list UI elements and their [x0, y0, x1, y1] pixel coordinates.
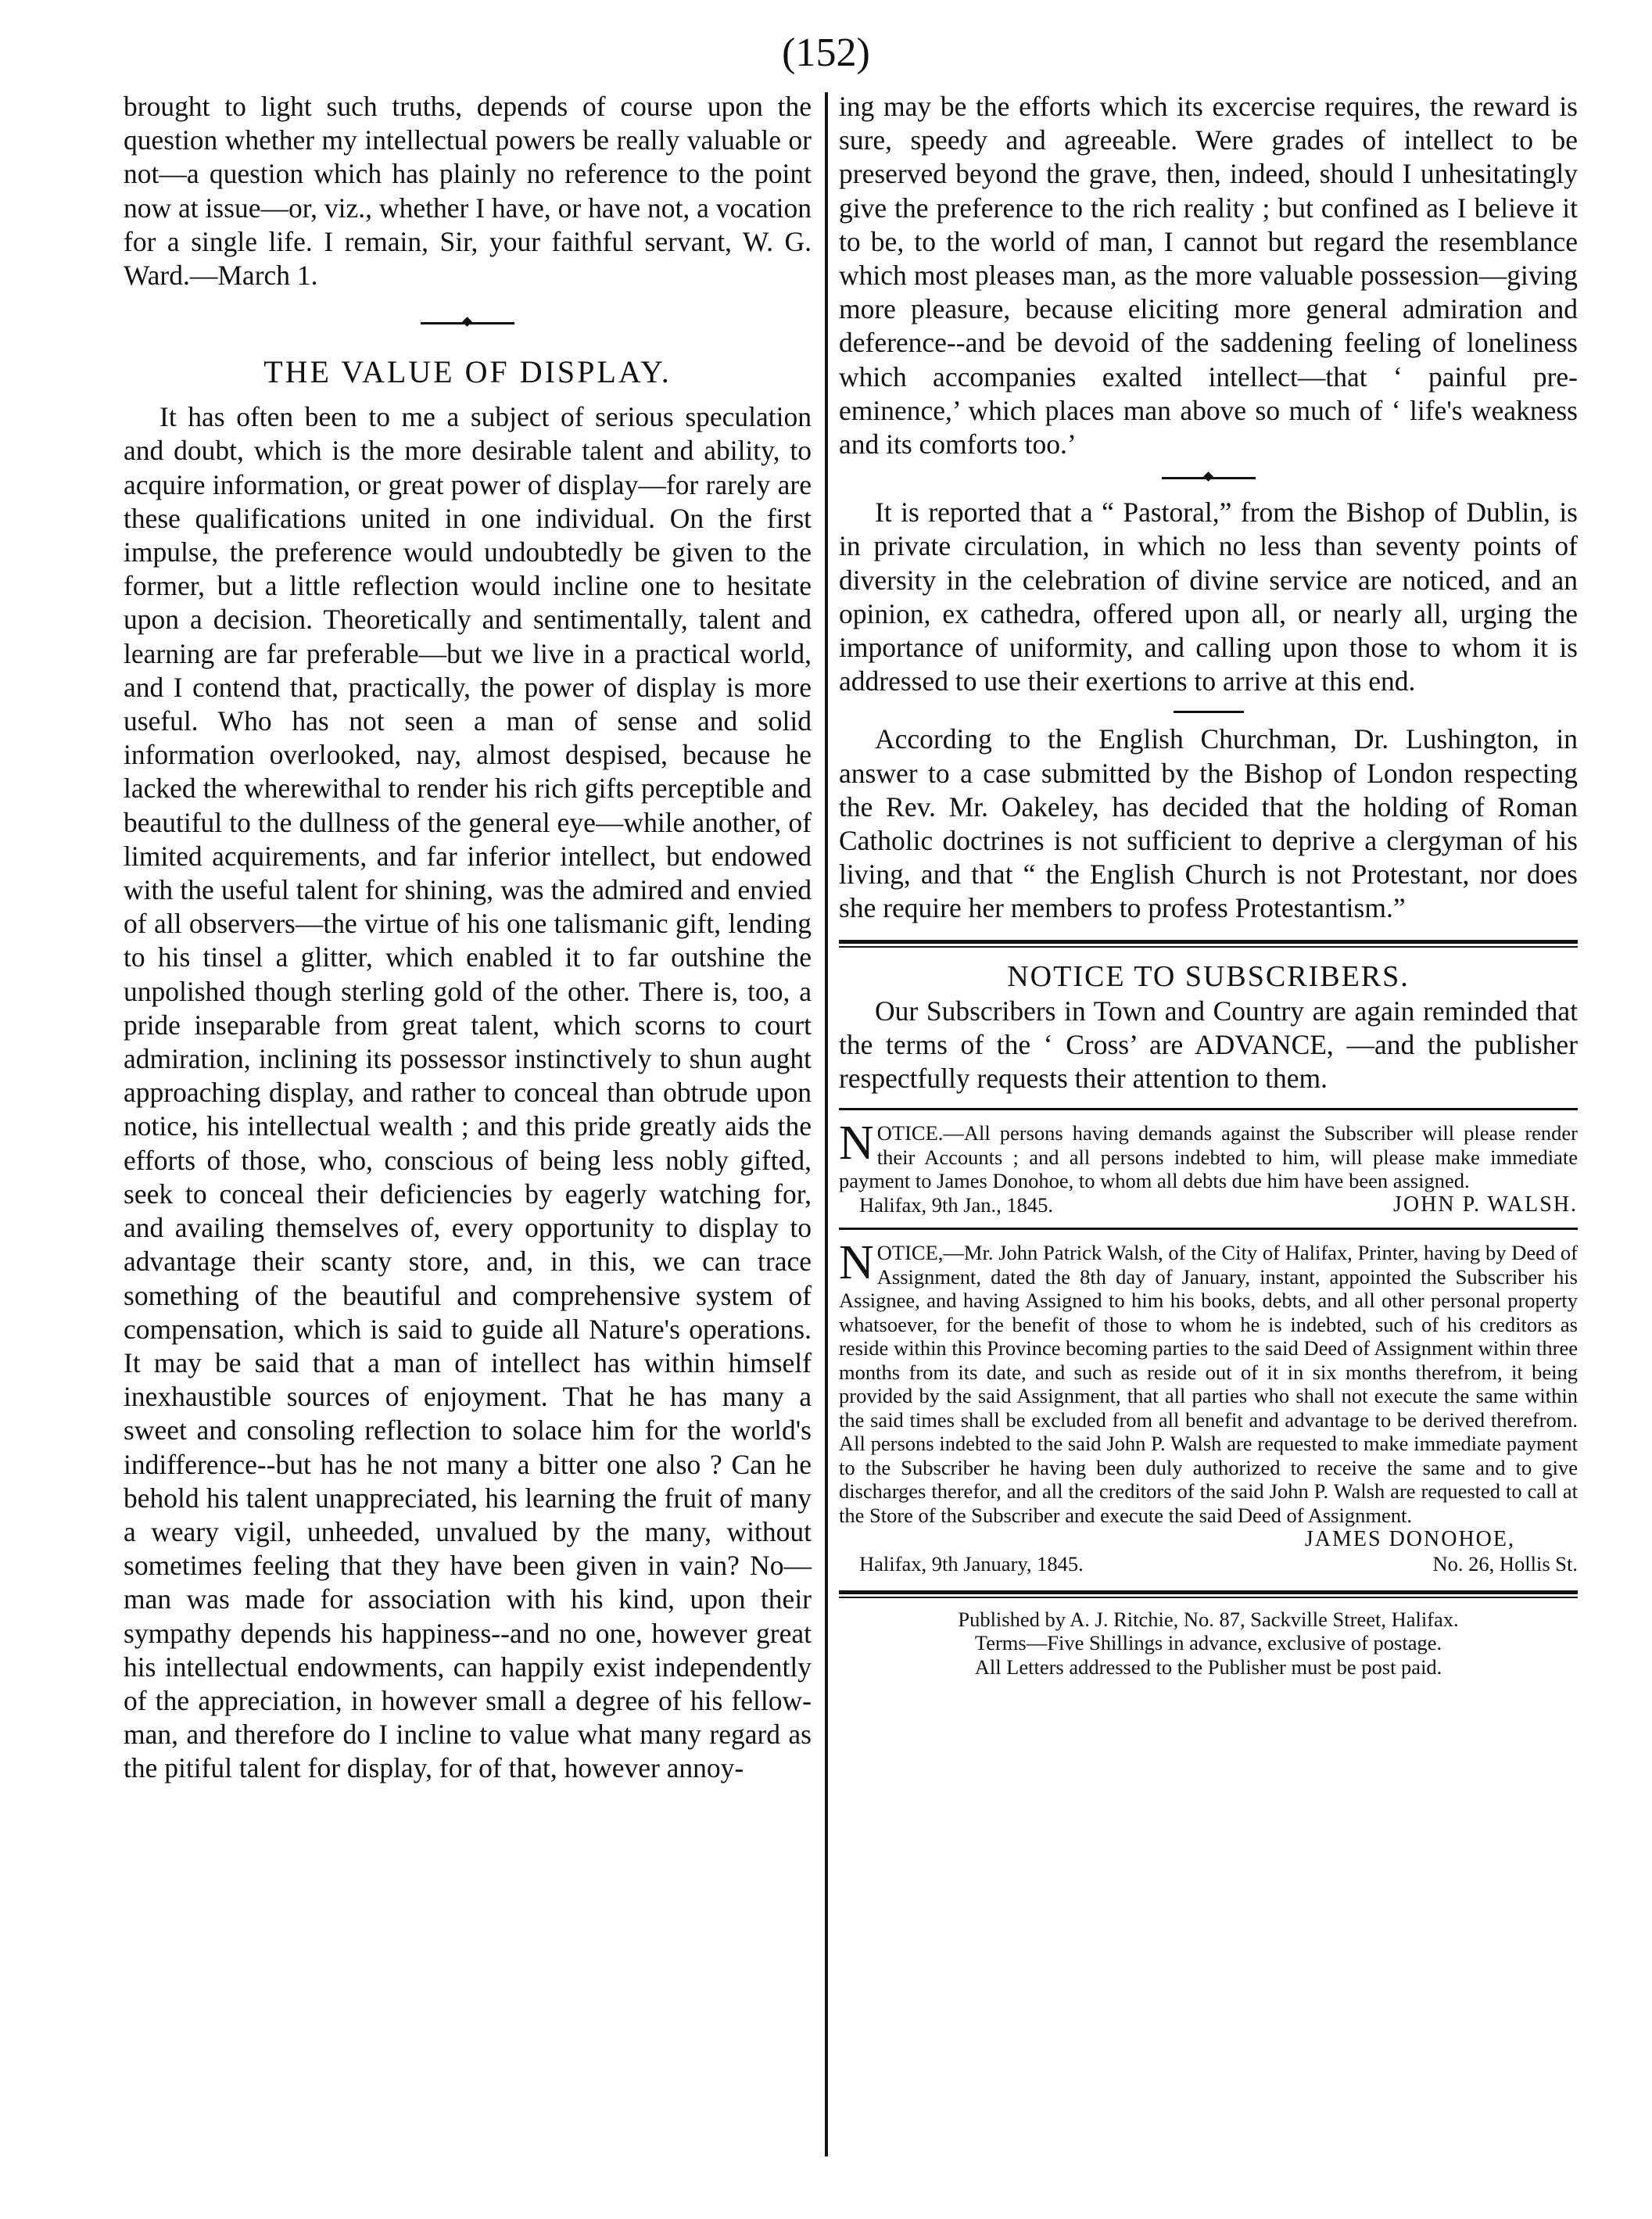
left-column — [124, 90, 812, 1786]
right-column — [839, 90, 1578, 1679]
walsh-signature: JOHN P. WALSH. — [1393, 1192, 1578, 1217]
pastoral-item: It is reported that a “ Pastoral,” from the Bishop of Dublin, is in private circulation, in which no less than seventy points of diversity in the celebration of divine service are noticed, and an opinion, ex cathedra, offered upon all, or nearly all, urging the importance of uniformity, and calling upon those to whom it is addressed to use their exertions to arrive at this end. — [839, 496, 1578, 697]
article-body: It has often been to me a subject of serious speculation and doubt, which is the more desirable talent and ability, to acquire information, or great power of display—for rarely are these qualifications united in one individual. On the first impulse, the preference would undoubtedly be given to the former, but a little reflection would incline one to hesitate upon a decision. Theoretically and sentimentally, talent and learning are far preferable—but we live in a practical world, and I contend that, practically, the power of display is more useful. Who has not seen a man of sense and solid information overlooked, nay, almost despised, because he lacked the wherewithal to render his rich gifts perceptible and beautiful to the dullness of the general eye—while another, of limited acquirements, and far inferior intellect, but endowed with the useful talent for shining, was the admired and envied of all observers—the virtue of his one talismanic gift, lending to his tinsel a glitter, which enabled it to far outshine the unpolished though sterling gold of the other. There is, too, a pride inseparable from great talent, which scorns to court admiration, inclining its possessor instinctively to shun aught approaching display, and rather to conceal than obtrude upon notice, his intellectual wealth ; and this pride greatly aids the efforts of those, who, conscious of being less nobly gifted, seek to conceal their deficiencies by eagerly watching for, and availing themselves of, every opportunity to display to advantage their scanty store, and, in this, we can trace something of the beautiful and comprehensive system of compensation, which is said to guide all Nature's operations. It may be said that a man of intellect has within himself inexhaustible sources of enjoyment. That he has many a sweet and consoling reflection to solace him for the world's indifference--but has he not many a bitter one also ? Can he behold his talent unappreciated, his learning the fruit of many a weary vigil, unheeded, unvalued by the many, without sometimes feeling that they have been given in vain? No—man was made for association with his kind, upon their sympathy depends his happiness--and no one, however great his intellectual endowments, can happily exist independently of the appreciation, in however small a degree of his fellow-man, and therefore do I incline to value what many regard as the pitiful talent for display, for of that, however annoy- — [124, 401, 812, 1784]
heavy-rule — [839, 1590, 1578, 1598]
donohoe-address: No. 26, Hollis St. — [1432, 1552, 1578, 1576]
donohoe-notice — [839, 1236, 1578, 1576]
donohoe-notice-date: Halifax, 9th January, 1845. — [859, 1552, 1084, 1576]
section-ornament — [124, 313, 812, 336]
article-title: THE VALUE OF DISPLAY. — [263, 354, 672, 390]
page-number: (152) — [782, 30, 870, 75]
heavy-rule — [839, 940, 1578, 948]
walsh-notice — [839, 1117, 1578, 1217]
notice-body: Our Subscribers in Town and Country are again reminded that the terms of the ‘ Cross’ are ADVANCE, —and the publisher respectfully requests their attention to them. — [839, 995, 1578, 1095]
imprint — [839, 1608, 1578, 1679]
notice-title: NOTICE TO SUBSCRIBERS. — [1007, 959, 1410, 993]
imprint-line: Terms—Five Shillings in advance, exclusive of postage. — [974, 1631, 1442, 1655]
donohoe-signature: JAMES DONOHOE, — [1304, 1527, 1515, 1552]
imprint-line: All Letters addressed to the Publisher must be post paid. — [974, 1654, 1442, 1679]
walsh-notice-text: OTICE.—All persons having demands against the Subscriber will please render their Accounts ; and all persons indebted to him, will please make immediate payment to James Donohoe, to whom all debts due him have been assigned. — [839, 1121, 1578, 1193]
section-ornament — [839, 468, 1578, 491]
drop-cap: N — [839, 1117, 874, 1170]
drop-cap: N — [839, 1236, 874, 1290]
churchman-item: According to the English Churchman, Dr. Lushington, in answer to a case submitted by the Bishop of London respecting the Rev. Mr. Oakeley, has decided that the holding of Roman Catholic doctrines is not sufficient to deprive a clergyman of his living, and that “ the English Church is not Protestant, nor does she require her members to profess Protestantism.” — [839, 723, 1578, 924]
donohoe-notice-text: OTICE,—Mr. John Patrick Walsh, of the City of Halifax, Printer, having by Deed of Assignment, dated the 8th day of January, instant, appointed the Subscriber his Assignee, and having Assigned to him his books, debts, and all other personal property whatsoever, for the benefit of those to whom he is indebted, such of his creditors as reside within this Province becoming parties to the said Deed of Assignment within three months from its date, and such as reside out of it in six months therefrom, it being provided by the said Assignment, that all parties who shall not execute the same within the said times shall be excluded from all benefit and advantage to be derived therefrom. All persons indebted to the said John P. Walsh are requested to make immediate payment to the Subscriber he having been duly authorized to receive the same and to give discharges therefor, and all the creditors of the said John P. Walsh are requested to call at the Store of the Subscriber and execute the said Deed of Assignment. — [839, 1241, 1578, 1527]
article-continuation: ing may be the efforts which its excercise requires, the reward is sure, speedy and agreeable. Were grades of intellect to be preserved beyond the grave, then, indeed, should I unhesitatingly give the preference to the rich reality ; but confined as I believe it to be, to the world of man, I cannot but regard the resemblance which most pleases man, as the more valuable possession—giving more pleasure, because eliciting more general admiration and deference--and be devoid of the saddening feeling of loneliness which accompanies exalted intellect—that ‘ painful pre-eminence,’ which places man above so much of ‘ life's weakness and its comforts too.’ — [839, 91, 1578, 461]
letter-continuation: brought to light such truths, depends of course upon the question whether my intellectual powers be really valuable or not—a question which has plainly no reference to the point now at issue—or, viz., whether I have, or have not, a vocation for a single life. I remain, Sir, your faithful servant, W. G. Ward.—March 1. — [124, 91, 812, 292]
imprint-line: Published by A. J. Ritchie, No. 87, Sackville Street, Halifax. — [958, 1607, 1459, 1631]
column-divider — [825, 92, 828, 2156]
walsh-notice-date: Halifax, 9th Jan., 1845. — [859, 1192, 1054, 1217]
